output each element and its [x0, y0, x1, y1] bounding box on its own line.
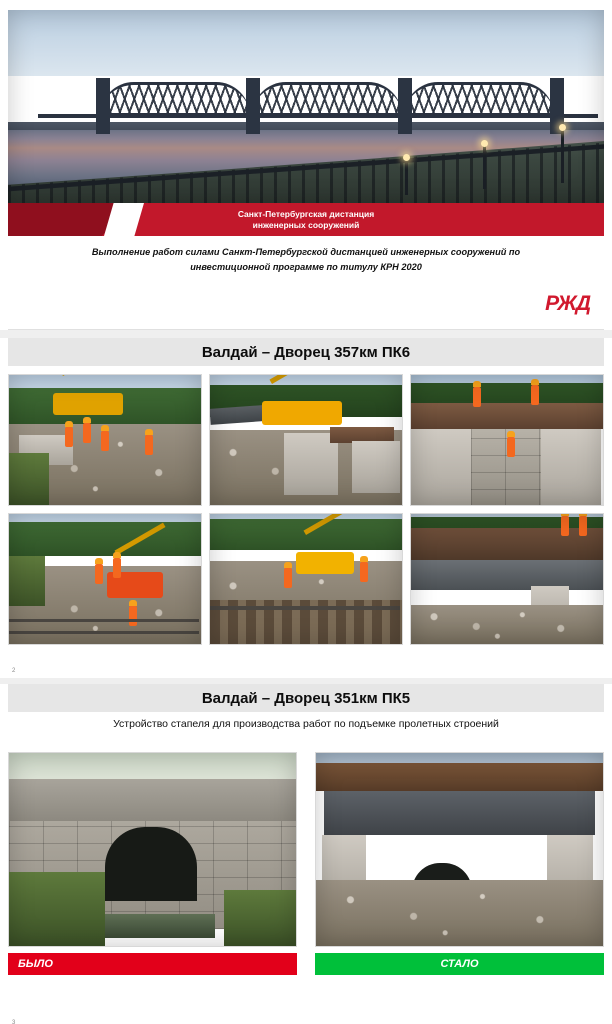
photo-vignette	[210, 375, 402, 505]
photo-workers-with-concrete-mixer-on-embankment	[8, 513, 202, 645]
slide-number-2: 2	[12, 668, 16, 674]
banner-title-line2: инженерных сооружений	[252, 219, 360, 230]
before-after-tags	[8, 953, 604, 975]
subtitle-line1: Выполнение работ силами Санкт-Петербургской дистанцией инженерных сооружений по	[91, 247, 521, 257]
before-after-photos	[8, 752, 604, 947]
photo-vignette	[411, 514, 603, 644]
tag-after: СТАЛО	[315, 953, 604, 975]
section-heading-357: Валдай – Дворец 357км ПК6	[8, 338, 604, 366]
section-heading-351: Валдай – Дворец 351км ПК5	[8, 684, 604, 712]
slide-gap	[0, 330, 612, 338]
tag-before: БЫЛО	[8, 953, 297, 975]
slide-valday-357km	[0, 338, 612, 678]
slide-divider	[8, 329, 604, 330]
photo-vignette	[316, 753, 603, 946]
banner-title-line1: Санкт-Петербургская дистанция	[237, 208, 375, 219]
document-subtitle	[8, 245, 604, 275]
rzd-logo: РЖД	[545, 292, 590, 315]
photo-vignette	[210, 514, 402, 644]
photo-vignette	[8, 10, 604, 205]
photo-vignette	[411, 375, 603, 505]
photo-vignette	[9, 375, 201, 505]
banner-title	[8, 203, 604, 236]
photo-old-stone-arch-culvert-overgrown	[8, 752, 297, 947]
photo-workers-on-bridge-span-structure	[410, 374, 604, 506]
photo-new-steel-span-on-concrete-supports	[315, 752, 604, 947]
photo-excavator-working-on-track-bed	[209, 513, 403, 645]
subtitle-line2: инвестиционной программе по титулу КРН 2020	[190, 262, 422, 272]
photo-excavation-site-with-workers	[8, 374, 202, 506]
photo-grid-357	[8, 374, 604, 645]
photo-vignette	[9, 514, 201, 644]
slide-valday-351km	[0, 684, 612, 1024]
photo-steel-span-on-supports	[410, 513, 604, 645]
hero-photo-bridge-sunset	[8, 10, 604, 205]
title-banner	[8, 203, 604, 236]
photo-excavator-near-concrete-abutment	[209, 374, 403, 506]
slide-title	[0, 0, 612, 330]
slide-number-3: 3	[12, 1020, 16, 1024]
photo-vignette	[9, 753, 296, 946]
section-subheading-351: Устройство стапеля для производства работ по подъемке пролетных строений	[113, 718, 499, 730]
